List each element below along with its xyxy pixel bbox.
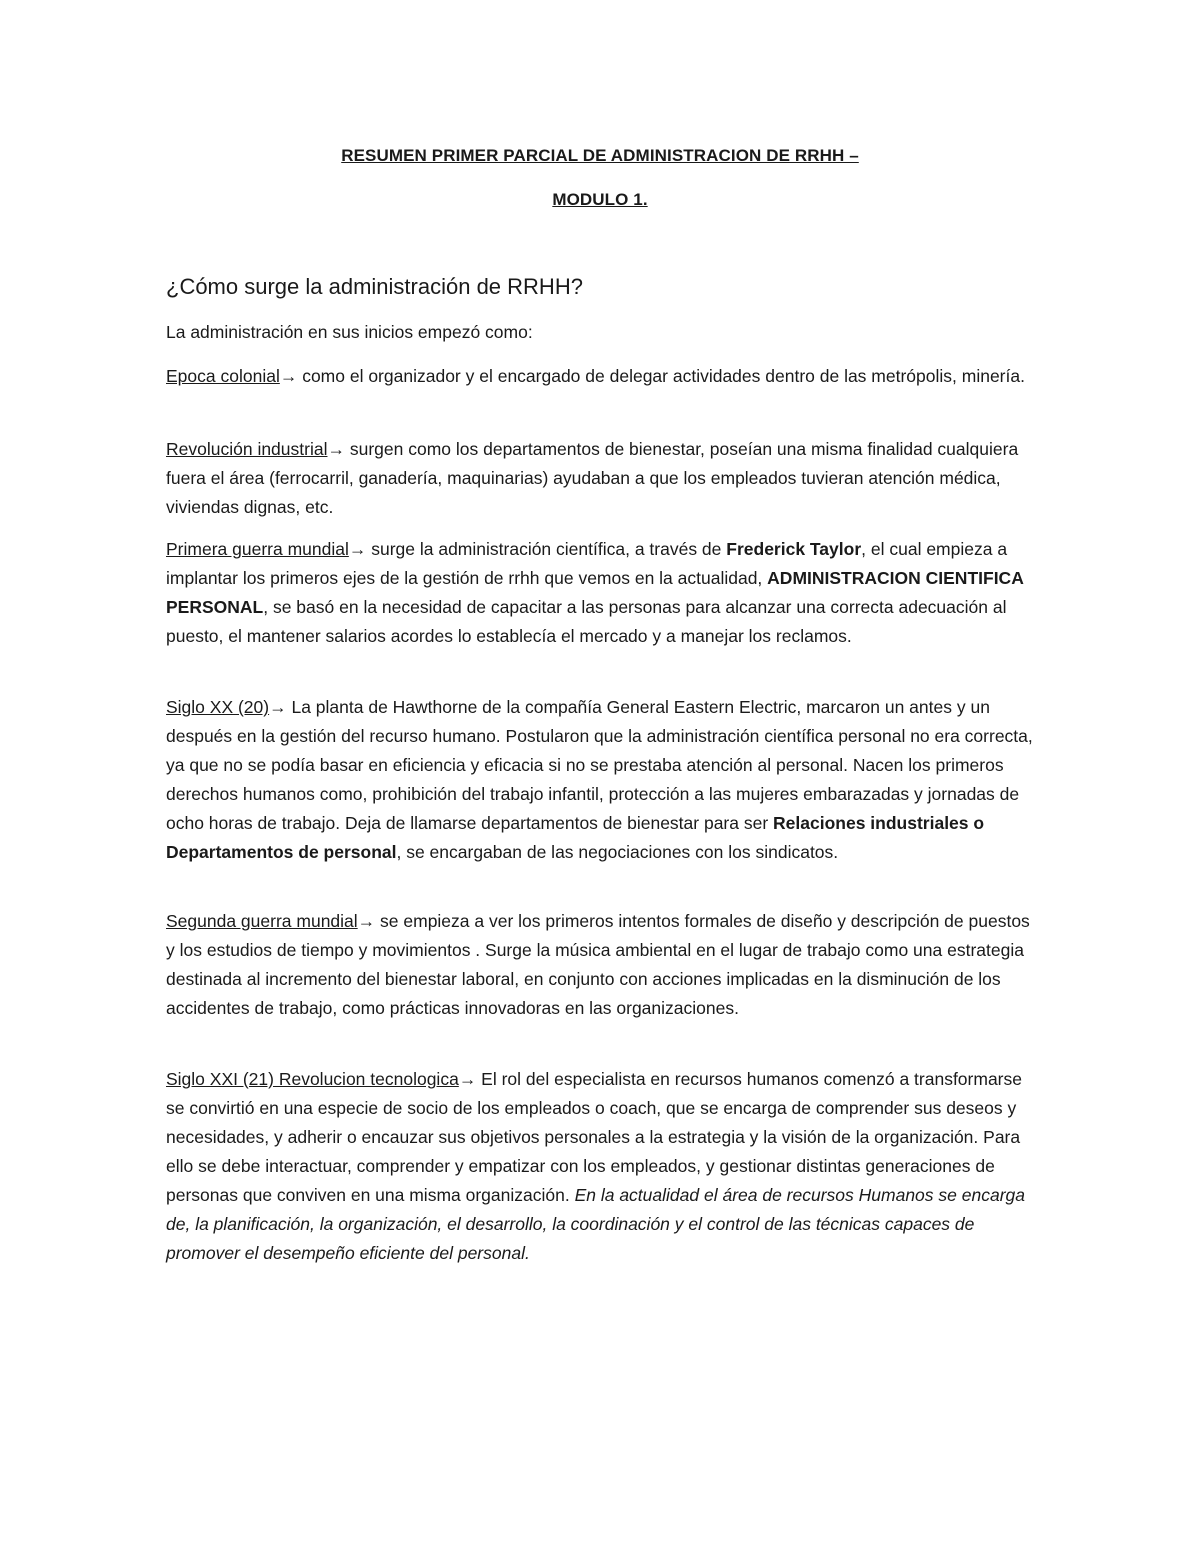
bold-term-taylor: Frederick Taylor — [726, 539, 862, 559]
paragraph-text: como el organizador y el encargado de delegar actividades dentro de las metrópolis, minería. — [297, 366, 1025, 386]
bold-term-admin-cientifica: ADMINISTRACION CIENTIFICA PERSONAL — [166, 568, 1024, 617]
paragraph-text: La planta de Hawthorne de la compañía General Eastern Electric, marcaron un antes y un después en la gestión del recurso humano. Postularon que la administración científica personal no era correcta, ya que no se podía basar en eficiencia y eficacia si no se prestaba atención al personal. Nacen los primeros derechos humanos como, prohibición del trabajo infantil, protección a las mujeres embarazadas y jornadas de ocho horas de trabajo. Deja de llamarse departamentos de bienestar para ser — [166, 697, 1033, 833]
italic-conclusion: En la actualidad el área de recursos Humanos se encarga de, la planificación, la organización, el desarrollo, la coordinación y el control de las técnicas capaces de promover el desempeño eficiente del personal. — [166, 1185, 1025, 1263]
bold-term-relaciones: Relaciones industriales o Departamentos de personal — [166, 813, 985, 862]
arrow-icon: → — [357, 911, 376, 931]
document-title: RESUMEN PRIMER PARCIAL DE ADMINISTRACION DE RRHH – — [341, 146, 859, 165]
arrow-icon: → — [269, 697, 287, 717]
paragraph-text: , se encargaban de las negociaciones con los sindicatos. — [396, 842, 839, 862]
paragraph-text: El rol del especialista en recursos humanos comenzó a transformarse se convirtió en una especie de socio de los empleados o coach, que se encarga de comprender sus deseos y necesidades, y adherir o encauzar sus objetivos personales a la estrategia y la visión de la organización. Para ello se debe interactuar, comprender y empatizar con los empleados, y gestionar distintas generaciones de personas que conviven en una misma organización. — [166, 1069, 1022, 1205]
term-epoca-colonial: Epoca colonial — [166, 366, 280, 386]
arrow-icon: → — [458, 1069, 477, 1089]
arrow-icon: → — [279, 366, 298, 386]
term-segunda-guerra: Segunda guerra mundial — [166, 911, 358, 931]
intro-paragraph: La administración en sus inicios empezó como: — [166, 322, 533, 342]
paragraph-segunda-guerra — [166, 907, 1036, 1023]
paragraph-primera-guerra — [166, 535, 1036, 651]
arrow-icon: → — [348, 539, 367, 559]
paragraph-siglo-xxi — [166, 1065, 1036, 1268]
term-siglo-xx: Siglo XX (20) — [166, 697, 270, 717]
arrow-icon: → — [327, 439, 345, 459]
paragraph-siglo-xx — [166, 693, 1036, 867]
paragraph-text: surgen como los departamentos de bienestar, poseían una misma finalidad cualquiera fuera el área (ferrocarril, ganadería, maquinarias) ayudaban a que los empleados tuvieran atención médica, viviendas dignas, etc. — [166, 439, 1019, 517]
paragraph-revolucion-industrial — [166, 435, 1036, 522]
term-revolucion-industrial: Revolución industrial — [166, 439, 328, 459]
document-subtitle: MODULO 1. — [552, 190, 648, 209]
term-primera-guerra: Primera guerra mundial — [166, 539, 349, 559]
paragraph-text: , se basó en la necesidad de capacitar a las personas para alcanzar una correcta adecuación al puesto, el mantener salarios acordes lo establecía el mercado y a manejar los reclamos. — [166, 597, 1007, 646]
section-heading: ¿Cómo surge la administración de RRHH? — [166, 274, 583, 299]
paragraph-text: , el cual empieza a implantar los primeros ejes de la gestión de rrhh que vemos en la actualidad, — [166, 539, 1008, 588]
paragraph-epoca-colonial — [166, 362, 1036, 391]
paragraph-text: se empieza a ver los primeros intentos formales de diseño y descripción de puestos y los estudios de tiempo y movimientos . Surge la música ambiental en el lugar de trabajo como una estrategia destinada al incremento del bienestar laboral, en conjunto con acciones implicadas en la disminución de los accidentes de trabajo, como prácticas innovadoras en las organizaciones. — [166, 911, 1030, 1018]
paragraph-text: surge la administración científica, a través de — [366, 539, 727, 559]
term-siglo-xxi: Siglo XXI (21) Revolucion tecnologica — [166, 1069, 459, 1089]
